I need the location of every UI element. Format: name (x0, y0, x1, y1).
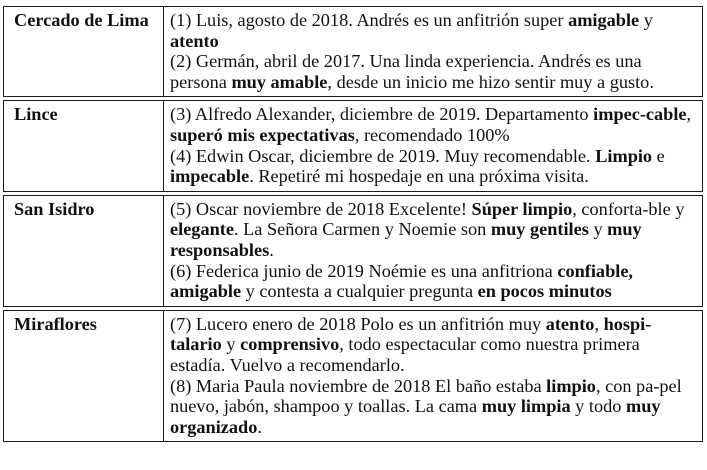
review-text: , todo espectacular como nuestra primera estadía. Vuelvo a recomendarlo. (170, 334, 640, 375)
review-highlight: Limpio (595, 145, 653, 166)
review-text: , conforta-ble y (572, 198, 685, 219)
review-highlight: muy organizado (170, 396, 661, 437)
review-entry (170, 376, 694, 438)
district-reviews (164, 310, 703, 442)
district-reviews (164, 7, 703, 97)
review-text: , recomendado 100% (354, 124, 510, 145)
review-text: y contesta a cualquier pregunta (241, 281, 478, 302)
review-text: , desde un inicio me hizo sentir muy a gusto. (327, 71, 654, 92)
review-text: y (588, 219, 608, 240)
review-text: , (686, 104, 692, 125)
review-text: . (269, 239, 274, 260)
review-highlight: amigable (568, 10, 640, 30)
review-highlight: atento (545, 313, 595, 334)
review-highlight: Súper limpio (471, 198, 573, 219)
review-text: . La Señora Carmen y Noemie son (233, 219, 491, 240)
review-text: . Repetiré mi hospedaje en una próxima visita. (249, 166, 589, 187)
review-highlight: hospi-talario (170, 313, 652, 355)
review-text: (1) Luis, agosto de 2018. Andrés es un anfitrión super (170, 10, 569, 30)
district-row (4, 310, 703, 442)
review-highlight: muy amable (231, 71, 328, 92)
review-text: (3) Alfredo Alexander, diciembre de 2019. Departamento (170, 104, 594, 125)
review-text: (2) Germán, abril de 2017. Una linda experiencia. Andrés es una persona (170, 51, 642, 92)
review-highlight: confiable, amigable (170, 260, 634, 302)
review-text: . (257, 416, 262, 437)
review-text: (5) Oscar noviembre de 2018 Excelente! (170, 198, 472, 219)
review-highlight: comprensivo (240, 334, 340, 355)
review-text: , con pa-pel nuevo, jabón, shampoo y toallas. La cama (170, 375, 682, 417)
review-entry (170, 199, 694, 261)
review-highlight: en pocos minutos (477, 281, 612, 302)
review-highlight: limpio (546, 375, 596, 396)
review-text: y (221, 334, 241, 355)
review-highlight: impec-cable (593, 104, 687, 125)
review-highlight: muy limpia (481, 396, 571, 417)
review-text: y todo (570, 396, 626, 417)
review-entry (170, 104, 694, 145)
review-text: (4) Edwin Oscar, diciembre de 2019. Muy recomendable. (170, 145, 596, 166)
reviews-by-district-table (3, 6, 703, 442)
review-entry (170, 146, 694, 187)
district-reviews (164, 195, 703, 306)
district-name: Cercado de Lima (4, 7, 164, 97)
review-highlight: muy gentiles (490, 219, 589, 240)
review-text: y (639, 10, 653, 30)
district-row (4, 101, 703, 191)
district-row (4, 195, 703, 306)
review-entry (170, 51, 694, 92)
review-text: (7) Lucero enero de 2018 Polo es un anfitrión muy (170, 313, 546, 334)
review-text: (6) Federica junio de 2019 Noémie es una anfitriona (170, 260, 558, 281)
review-highlight: elegante (170, 219, 234, 240)
review-entry (170, 314, 694, 376)
review-entry (170, 261, 694, 302)
district-row (4, 7, 703, 97)
review-highlight: impecable (170, 166, 250, 187)
review-highlight: superó mis expectativas (170, 124, 355, 145)
review-highlight: muy responsables (170, 219, 642, 260)
district-name: Lince (4, 101, 164, 191)
review-entry (170, 10, 694, 51)
review-text: , (594, 313, 604, 334)
review-highlight: atento (170, 30, 219, 51)
table-body (4, 7, 703, 442)
district-name: San Isidro (4, 195, 164, 306)
district-name: Miraflores (4, 310, 164, 442)
district-reviews (164, 101, 703, 191)
review-text: e (652, 145, 665, 166)
review-text: (8) Maria Paula noviembre de 2018 El baño estaba (170, 375, 547, 396)
